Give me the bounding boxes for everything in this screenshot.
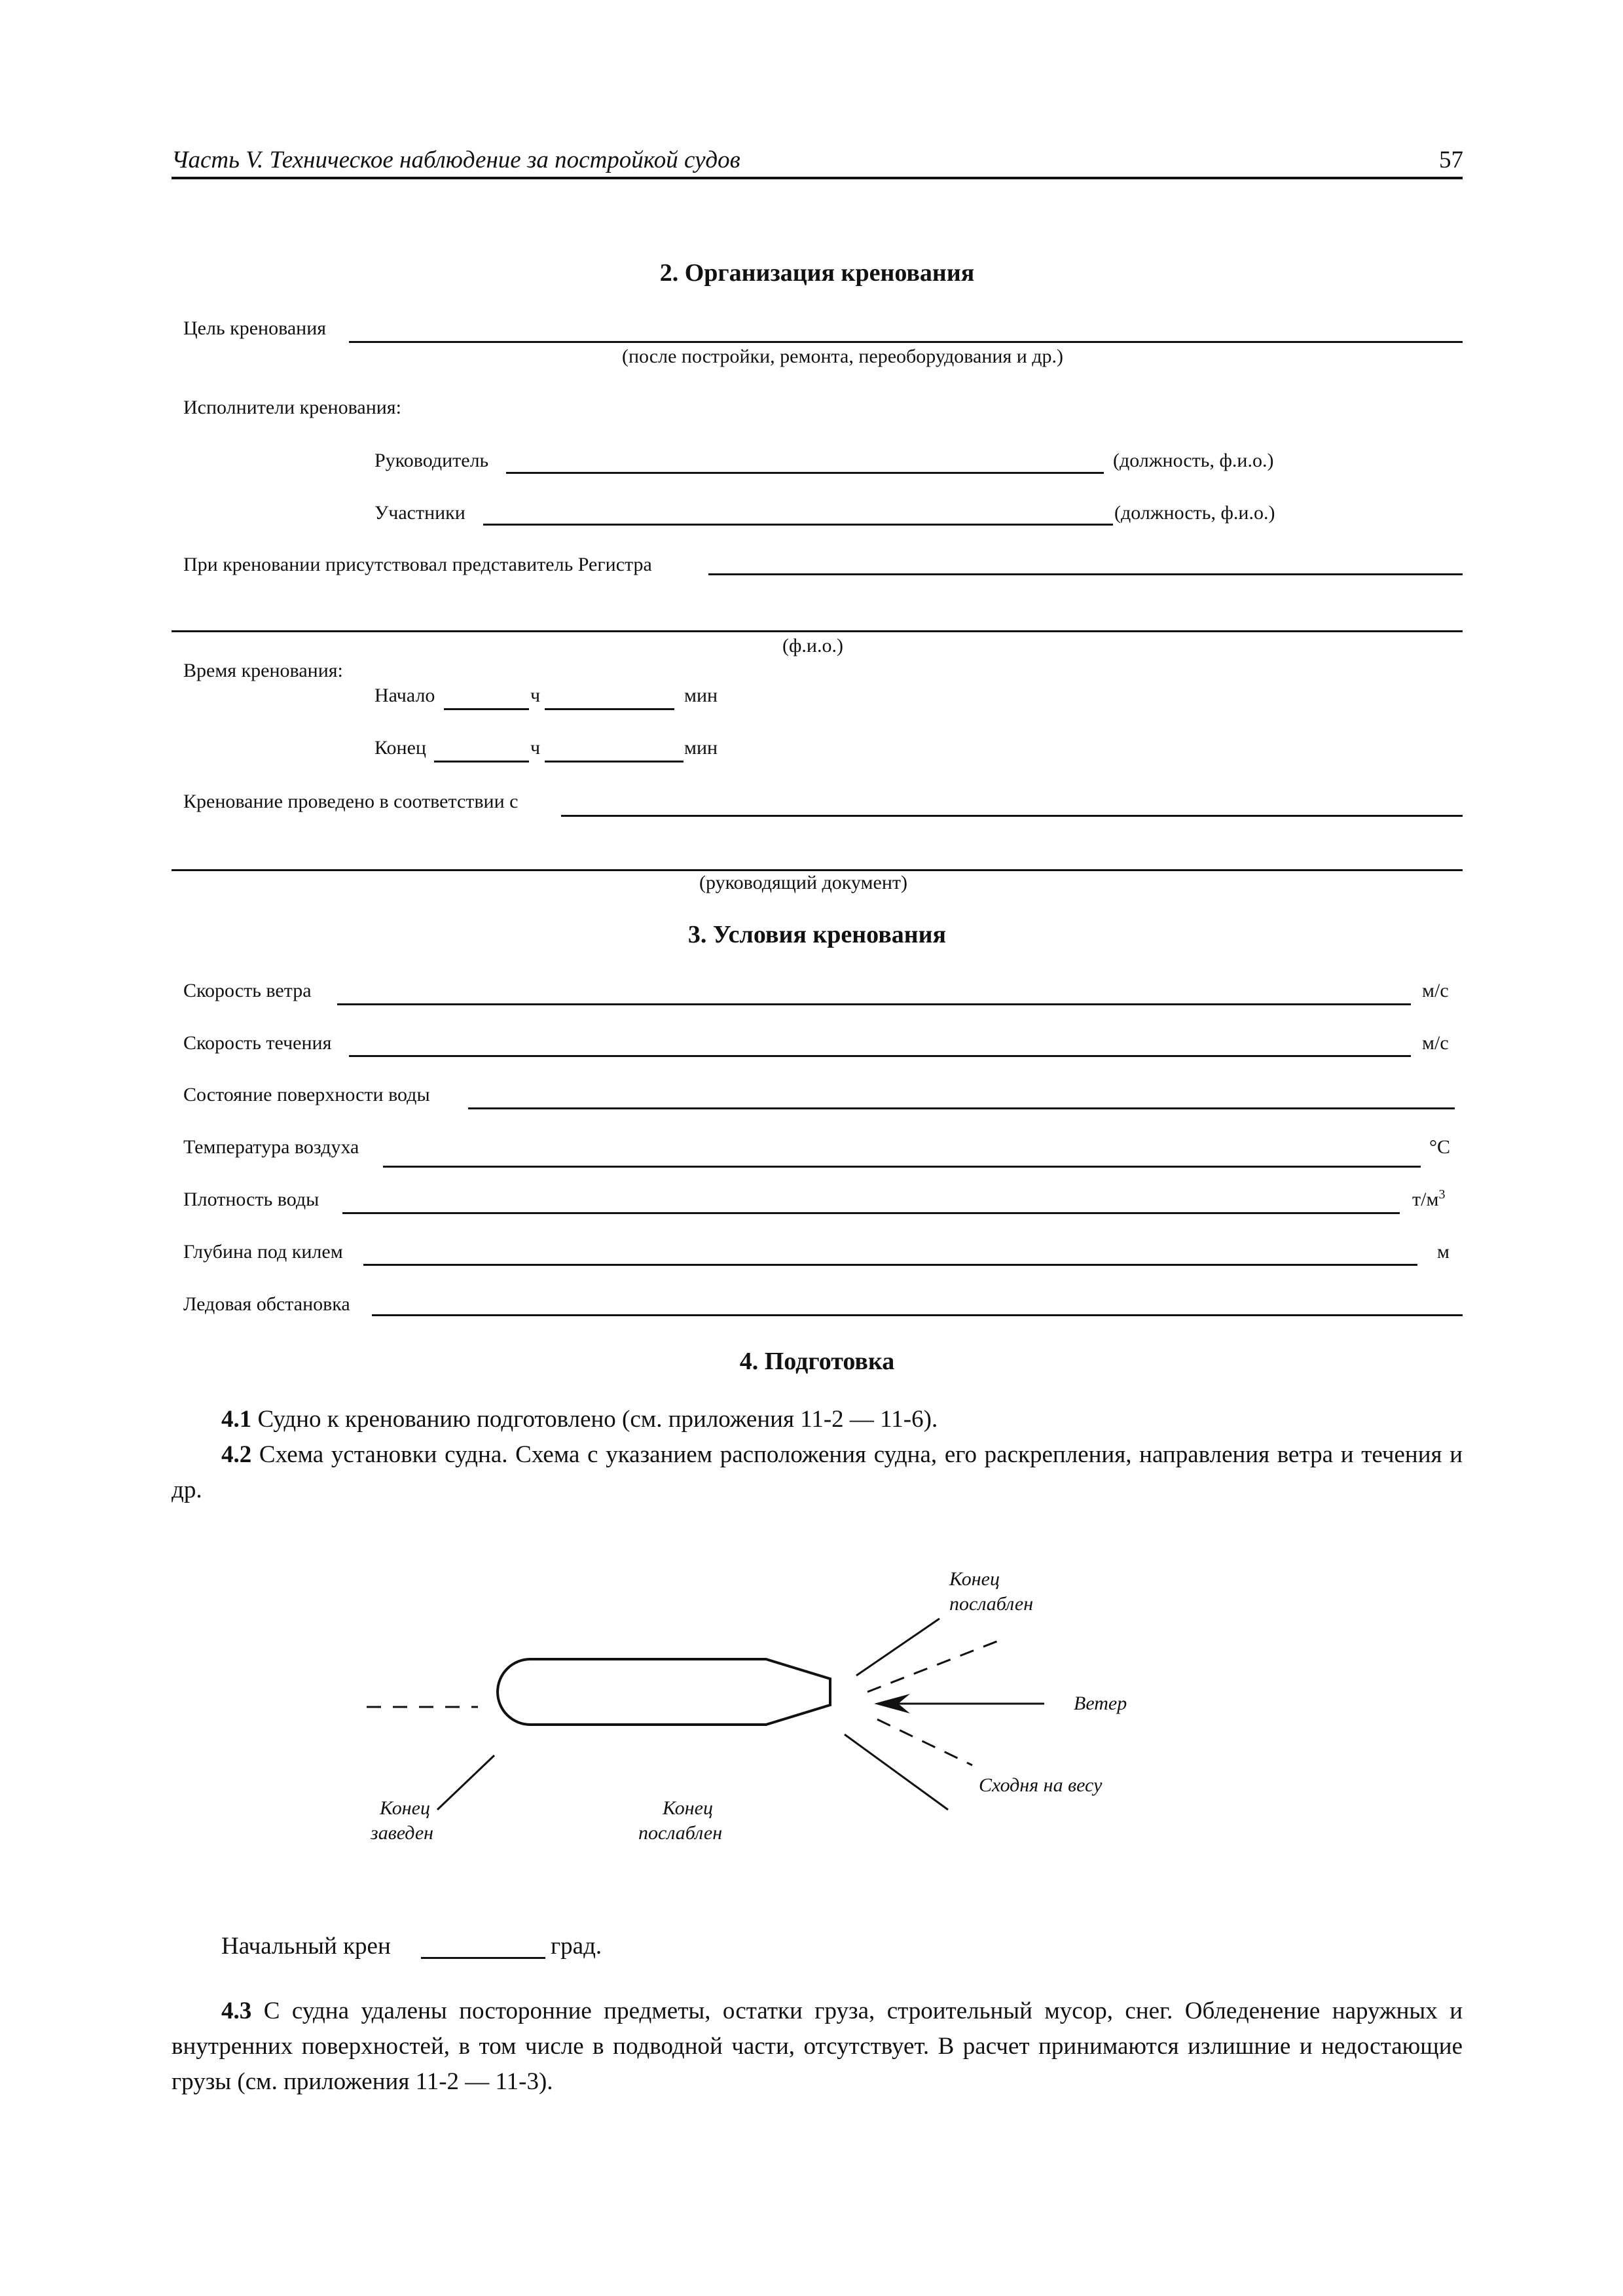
water-density-unit-exponent: 3	[1438, 1187, 1446, 1202]
register-field-continued[interactable]	[172, 630, 1463, 632]
start-hours-field[interactable]	[444, 708, 529, 710]
register-field[interactable]	[708, 573, 1463, 575]
section-3-heading: 3. Условия кренования	[687, 921, 947, 948]
label-bottom-left-line2: заведен	[371, 1822, 434, 1844]
paragraph-4-2: 4.2 Схема установки судна. Схема с указанием расположения судна, его раскрепления, направления ветра и течения и др.	[172, 1441, 1463, 1503]
header-rule	[172, 177, 1463, 179]
performers-label: Исполнители кренования:	[183, 397, 401, 418]
ice-conditions-field[interactable]	[372, 1314, 1463, 1316]
bow-dashed-upper	[867, 1640, 1002, 1692]
conformity-label: Кренование проведено в соответствии с	[183, 791, 519, 812]
time-label: Время кренования:	[183, 660, 343, 681]
label-bottom-mid-line2: послаблен	[638, 1822, 723, 1844]
leader-hint: (должность, ф.и.о.)	[1113, 450, 1274, 471]
label-wind: Ветер	[1074, 1693, 1127, 1714]
water-density-unit: $т/м^3$	[1412, 1187, 1446, 1210]
initial-heel-unit: град.	[551, 1933, 602, 1960]
paragraph-4-1: 4.1 Судно к кренованию подготовлено (см. приложения 11-2 — 11-6).	[221, 1406, 938, 1433]
paragraph-4-3: 4.3 С судна удалены посторонние предметы, остатки груза, строительный мусор, снег. Обледенение наружных и внутренних поверхностей, в том числе в подводной части, отсутствует. В расчет принимаются излишние и недостающие грузы (см. приложения 11-2 — 11-3).	[172, 1998, 1463, 2095]
end-minutes-field[interactable]	[545, 761, 684, 762]
current-speed-field[interactable]	[349, 1055, 1411, 1057]
stern-line-lower	[437, 1755, 494, 1810]
end-label: Конец	[374, 737, 426, 759]
leader-field[interactable]	[506, 472, 1104, 474]
goal-label: Цель кренования	[183, 317, 327, 339]
water-surface-label: Состояние поверхности воды	[183, 1084, 430, 1105]
end-hours-unit: ч	[530, 737, 541, 759]
ship-hull	[498, 1659, 830, 1725]
wind-speed-field[interactable]	[337, 1003, 1411, 1005]
air-temperature-label: Температура воздуха	[183, 1136, 359, 1158]
section-2-heading: 2. Организация кренования	[659, 259, 975, 287]
label-gangway: Сходня на весу	[979, 1774, 1103, 1796]
wind-speed-label: Скорость ветра	[183, 980, 312, 1001]
current-speed-unit: м/с	[1422, 1032, 1449, 1054]
start-minutes-unit: мин	[684, 685, 718, 706]
wind-speed-unit: м/с	[1422, 980, 1449, 1001]
water-surface-field[interactable]	[468, 1107, 1455, 1109]
mooring-diagram	[347, 1551, 1172, 1878]
participants-hint: (должность, ф.и.о.)	[1114, 502, 1275, 524]
goal-hint: (после постройки, ремонта, переоборудования и др.)	[622, 346, 1064, 367]
end-hours-field[interactable]	[434, 761, 529, 762]
current-speed-label: Скорость течения	[183, 1032, 332, 1054]
initial-heel-field[interactable]	[421, 1957, 545, 1959]
participants-field[interactable]	[483, 524, 1113, 526]
participants-label: Участники	[374, 502, 465, 524]
keel-depth-field[interactable]	[363, 1264, 1417, 1266]
goal-field[interactable]	[349, 341, 1463, 343]
air-temperature-unit: °С	[1429, 1136, 1451, 1158]
label-bottom-mid-line1: Конец	[663, 1797, 713, 1819]
water-density-label: Плотность воды	[183, 1189, 319, 1210]
air-temperature-field[interactable]	[383, 1166, 1421, 1168]
ice-conditions-label: Ледовая обстановка	[183, 1293, 350, 1315]
water-density-field[interactable]	[342, 1212, 1400, 1214]
label-bottom-left-line1: Конец	[380, 1797, 430, 1819]
start-hours-unit: ч	[530, 685, 541, 706]
leader-label: Руководитель	[374, 450, 489, 471]
section-4-heading: 4. Подготовка	[739, 1348, 895, 1375]
page-number: 57	[1439, 147, 1463, 173]
conformity-hint: (руководящий документ)	[699, 872, 907, 893]
register-hint: (ф.и.о.)	[782, 635, 843, 656]
initial-heel-label: Начальный крен	[221, 1933, 391, 1960]
start-minutes-field[interactable]	[545, 708, 674, 710]
conformity-field[interactable]	[561, 815, 1463, 817]
bow-dashed-lower	[877, 1719, 972, 1765]
start-label: Начало	[374, 685, 435, 706]
label-top-line1: Конец	[949, 1568, 1000, 1590]
keel-depth-unit: м	[1437, 1241, 1450, 1263]
end-minutes-unit: мин	[684, 737, 718, 759]
label-top-line2: послаблен	[949, 1593, 1034, 1615]
running-header-title: Часть V. Техническое наблюдение за постройкой судов	[172, 147, 740, 173]
keel-depth-label: Глубина под килем	[183, 1241, 343, 1263]
register-label: При креновании присутствовал представитель Регистра	[183, 554, 652, 575]
bow-line-upper	[856, 1619, 939, 1676]
